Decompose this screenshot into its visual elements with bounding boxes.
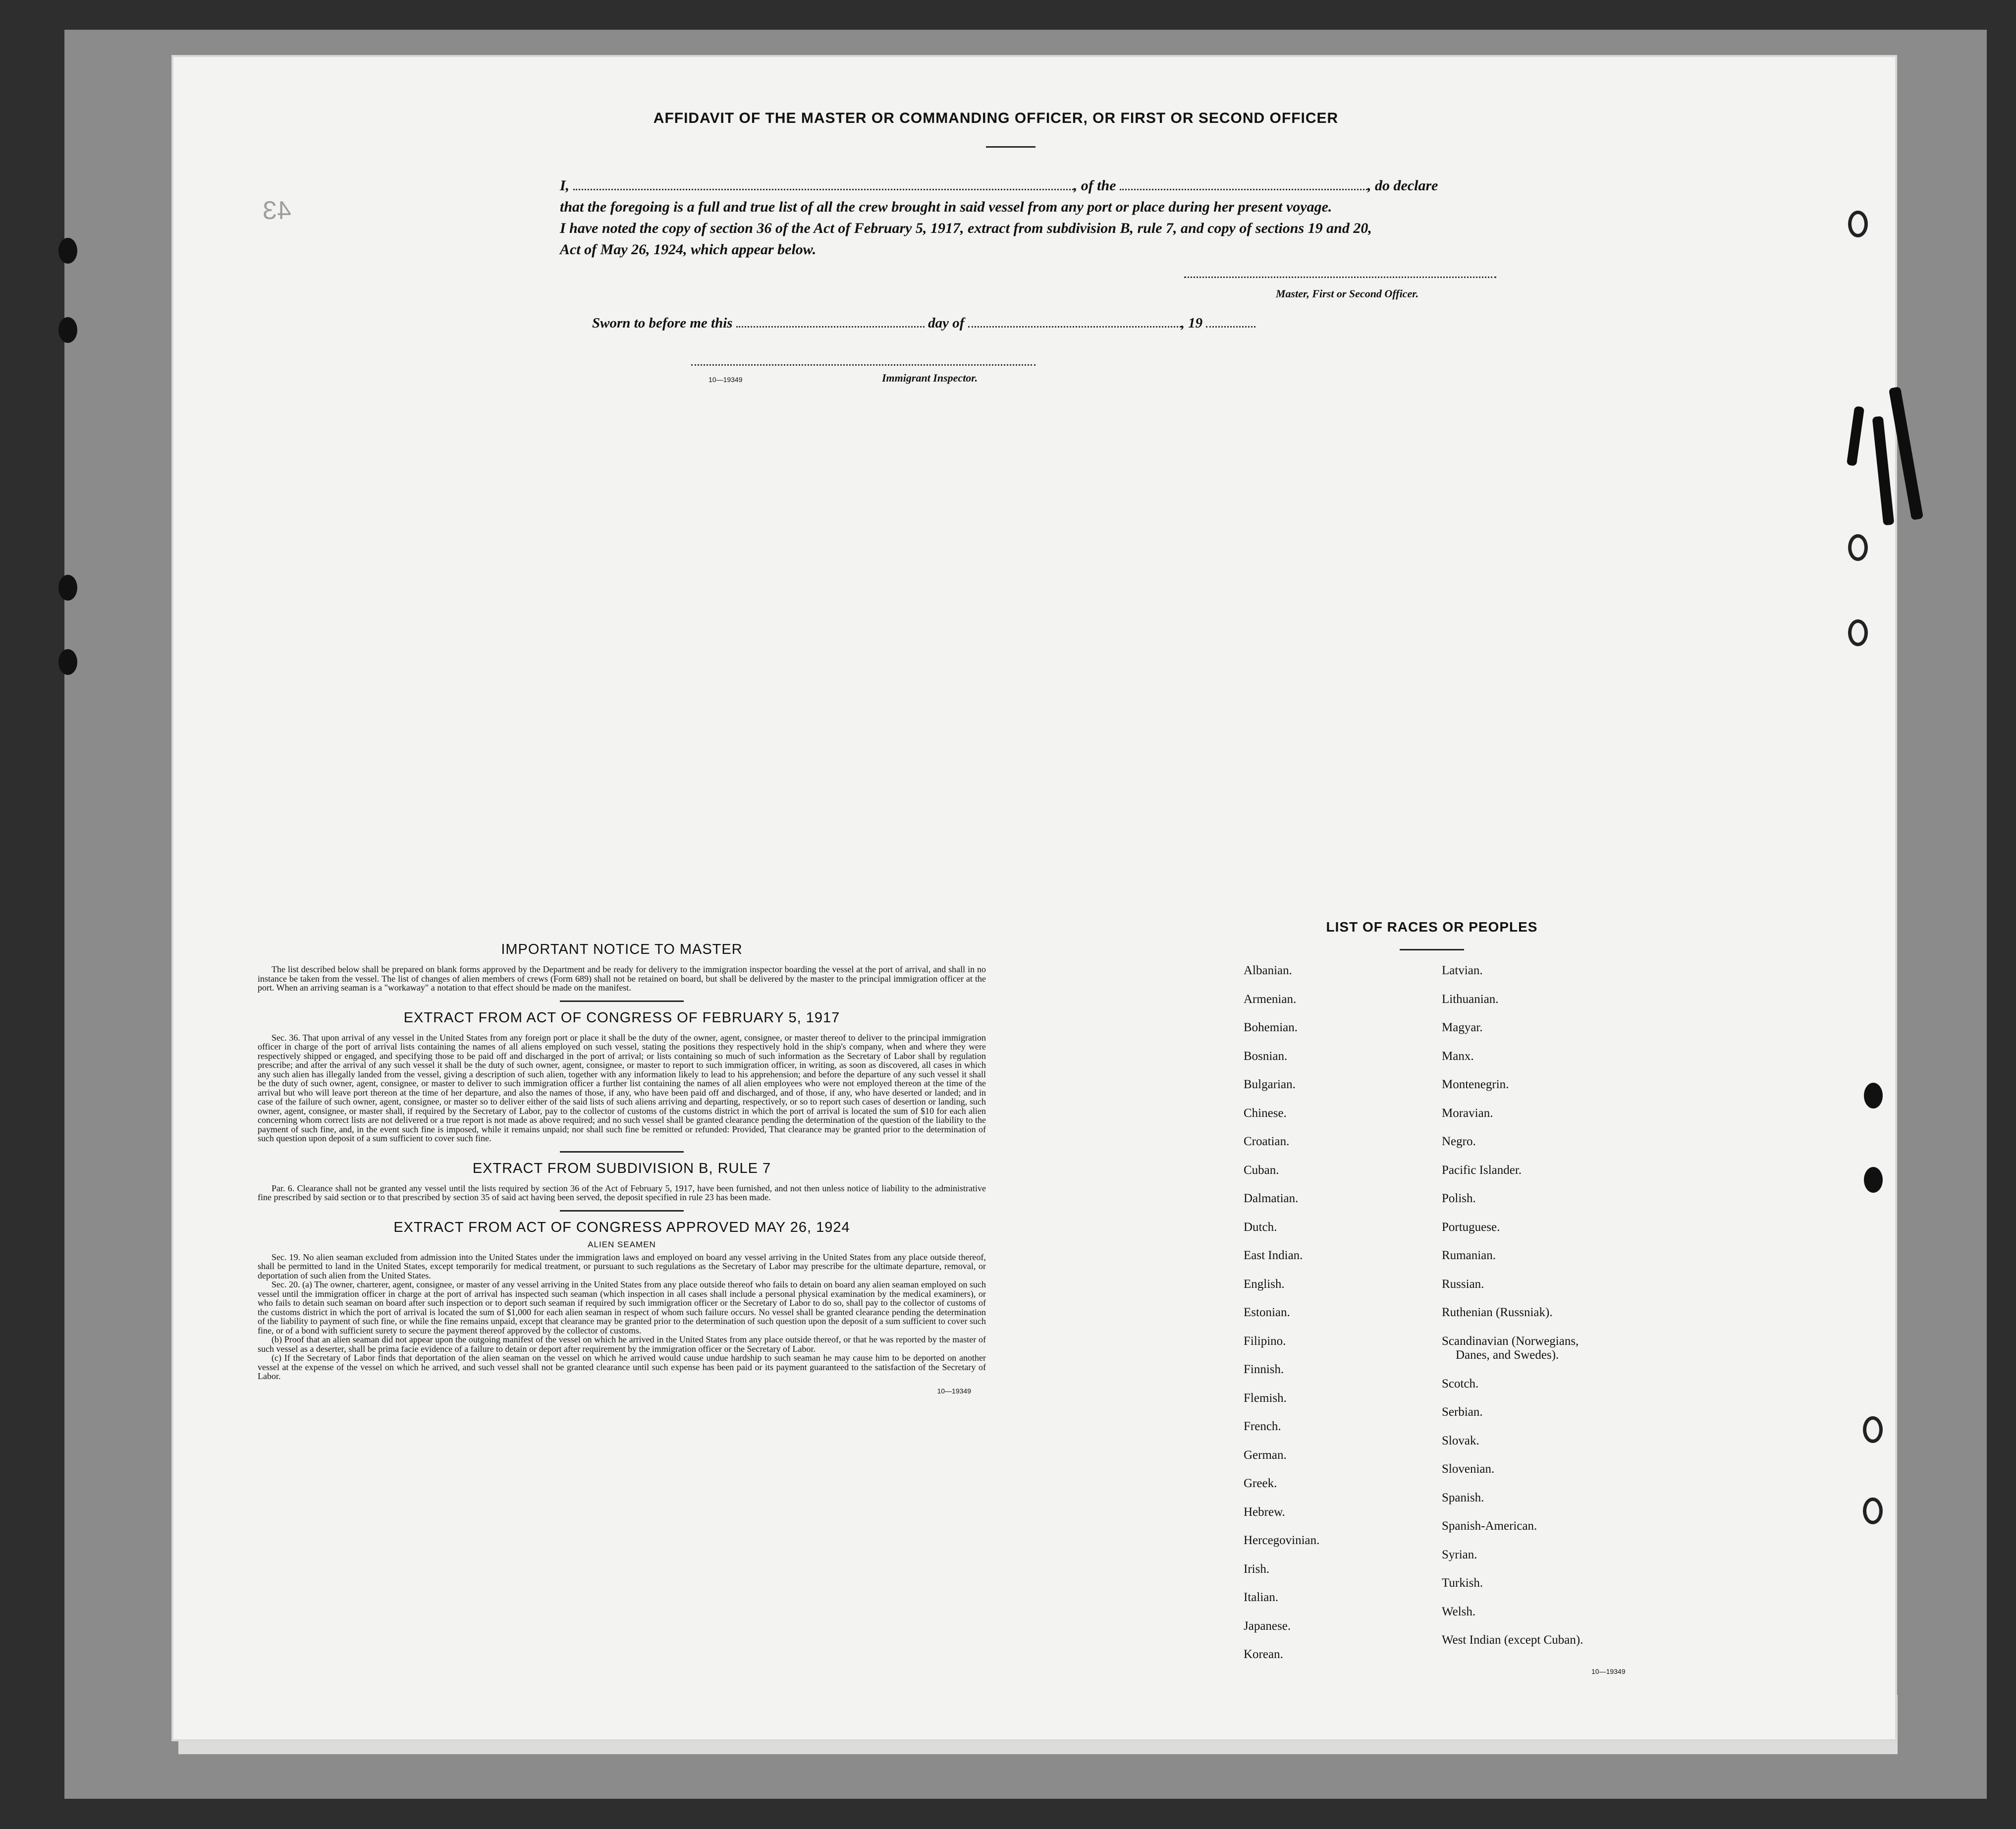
race-item: Rumanian. xyxy=(1442,1249,1496,1262)
race-item: Hebrew. xyxy=(1244,1505,1285,1519)
extract-1924-sec20b: (b) Proof that an alien seaman did not appear upon the outgoing manifest of the vessel on which he arrived in the United States from any place outside thereof, or that he was reported by the master of such vessel as a deserter, shall be prima facie evidence of a failure to detain or deport after requirement by the immigration officer or the Secretary of Labor. xyxy=(258,1334,986,1354)
race-item: Dalmatian. xyxy=(1244,1192,1299,1205)
binder-hole-icon xyxy=(1864,1167,1883,1193)
form-number: 10—19349 xyxy=(708,376,743,384)
page-number: 43 xyxy=(263,196,291,225)
race-item: Magyar. xyxy=(1442,1021,1483,1034)
race-item: Moravian. xyxy=(1442,1106,1493,1120)
race-item: Slovenian. xyxy=(1442,1462,1495,1476)
affidavit-of-the: , of the xyxy=(1073,177,1116,194)
affidavit-do-declare: , do declare xyxy=(1367,177,1438,194)
races-title-underline xyxy=(1400,949,1464,950)
sworn-year-field[interactable] xyxy=(1206,315,1255,328)
punch-hole-icon xyxy=(1848,619,1868,646)
vessel-blank-field[interactable] xyxy=(1120,178,1367,190)
race-item: Montenegrin. xyxy=(1442,1078,1509,1091)
extract-1924-sec20c: (c) If the Secretary of Labor finds that deportation of the alien seaman on the vessel on which he arrived would cause undue hardship to such seaman he may cause him to be deported on another vessel at the expense of the vessel on which he arrived, and such vessel shall not be granted clearance until such expense has been paid or its payment guaranteed to the satisfaction of the Secretary of Labor. xyxy=(258,1353,986,1381)
race-item: Syrian. xyxy=(1442,1548,1477,1561)
extract-1924-title: EXTRACT FROM ACT OF CONGRESS APPROVED MAY 26, 1924 xyxy=(393,1219,850,1235)
race-item: Scotch. xyxy=(1442,1377,1479,1390)
sworn-line xyxy=(592,313,1255,333)
race-item: French. xyxy=(1244,1420,1281,1433)
binder-hole-icon xyxy=(58,238,77,264)
race-item: Japanese. xyxy=(1244,1619,1291,1633)
race-item: Flemish. xyxy=(1244,1391,1287,1405)
divider xyxy=(560,1000,684,1002)
sworn-label: Sworn to before me this xyxy=(592,315,733,331)
divider xyxy=(560,1210,684,1212)
binder-hole-icon xyxy=(58,575,77,601)
race-item: Bohemian. xyxy=(1244,1021,1298,1034)
binder-hole-icon xyxy=(1864,1083,1883,1108)
master-signature-field[interactable] xyxy=(1184,277,1496,278)
race-item: Dutch. xyxy=(1244,1220,1277,1234)
notice-body: The list described below shall be prepared on blank forms approved by the Department and be ready for delivery to the immigration inspector boarding the vessel at the port of arrival, and shall in no instance be taken from the vessel. The list of changes of alien members of crews (Form 689) shall not be retained on board, but shall be delivered by the master to the principal immigration officer at the port. When an arriving seaman is a "workaway" a notation to that effect should be made on the manifest. xyxy=(258,964,986,993)
divider xyxy=(560,1151,684,1153)
race-item: Albanian. xyxy=(1244,964,1292,977)
race-item: Croatian. xyxy=(1244,1135,1290,1148)
race-item: Serbian. xyxy=(1442,1405,1483,1419)
form-number: 10—19349 xyxy=(1591,1667,1626,1675)
race-item: Portuguese. xyxy=(1442,1220,1500,1234)
race-item: Irish. xyxy=(1244,1562,1270,1576)
affidavit-section xyxy=(545,110,1447,127)
affidavit-line-2: that the foregoing is a full and true list of all the crew brought in said vessel from any port or place during her present voyage. xyxy=(560,199,1332,215)
extract-1924-sec19: Sec. 19. No alien seaman excluded from admission into the United States under the immigration laws and employed on board any vessel arriving in the United States from any place outside thereof, shall be permitted to land in the United States, except temporarily for medical treatment, or pursuant to such regulations as the Secretary of Labor may prescribe for the ultimate departure, removal, or deportation of such alien from the United States. xyxy=(258,1252,986,1280)
race-item: Danes, and Swedes). xyxy=(1456,1348,1559,1362)
title-underline xyxy=(986,146,1035,148)
race-item: Manx. xyxy=(1442,1049,1474,1063)
race-item: Scandinavian (Norwegians, xyxy=(1442,1334,1579,1348)
name-blank-field[interactable] xyxy=(573,178,1074,190)
extract-1917-body: Sec. 36. That upon arrival of any vessel in the United States from any foreign port or place it shall be the duty of the owner, agent, consignee, or master thereof to deliver to the principal immigration officer in charge of the port of arrival lists containing the names of all aliens employed on such vessel, stating the positions they respectively hold in the ship's company, when and where they were respectively shipped or engaged, and specifying those to be paid off and discharged in the port of arrival; or lists containing so much of such information as the Secretary of Labor shall by regulation prescribe; and after the arrival of any such vessel it shall be the duty of such owner, agent, consignee, or master to report to such immigration officer, in writing, as soon as discovered, all cases in which any such alien has illegally landed from the vessel, giving a description of such alien, together with any information likely to lead to his apprehension; and before the departure of any such vessel it shall be the duty of such owner, agent, consignee, or master to deliver to such immigration officer a further list containing the names of all alien employees who were not employed thereon at the time of the arrival but who will leave port thereon at the time of her departure, and also the names of those, if any, who have been paid off and discharged, and of those, if any, who have deserted or landed; and in case of the failure of such owner, agent, consignee, or master so to deliver either of the said lists of such aliens arriving and departing, respectively, or so to report such cases of desertion or landing, such owner, agent, consignee, or master shall, if required by the Secretary of Labor, pay to the collector of customs of the customs district in which the port of arrival is located the sum of $10 for each alien concerning whom correct lists are not delivered or a true report is not made as above required; and no such vessel shall be granted clearance pending the determination of the question of the liability to the payment of such fine, and, in the event such fine is imposed, while it remains unpaid; nor shall such fine be remitted or refunded: Provided, That clearance may be granted prior to the determination of such question upon deposit of a sum sufficient to cover such fine. xyxy=(258,1032,986,1143)
race-item: Filipino. xyxy=(1244,1334,1286,1348)
race-item: Spanish. xyxy=(1442,1491,1484,1504)
race-item: Estonian. xyxy=(1244,1306,1290,1319)
race-item: English. xyxy=(1244,1277,1285,1291)
binder-hole-icon xyxy=(58,649,77,675)
punch-hole-icon xyxy=(1848,534,1868,561)
race-item: Ruthenian (Russniak). xyxy=(1442,1306,1553,1319)
race-item: Hercegovinian. xyxy=(1244,1534,1320,1547)
race-item: Pacific Islander. xyxy=(1442,1163,1522,1177)
race-item: Bosnian. xyxy=(1244,1049,1288,1063)
sworn-month-field[interactable] xyxy=(968,315,1181,328)
race-item: Polish. xyxy=(1442,1192,1476,1205)
affidavit-title: AFFIDAVIT OF THE MASTER OR COMMANDING OFFICER, OR FIRST OR SECOND OFFICER xyxy=(653,110,1339,126)
races-left-column xyxy=(1244,964,1432,1672)
sworn-day-field[interactable] xyxy=(736,315,925,328)
race-item: Korean. xyxy=(1244,1648,1283,1661)
race-item: East Indian. xyxy=(1244,1249,1303,1262)
notice-title: IMPORTANT NOTICE TO MASTER xyxy=(501,942,743,957)
punch-hole-icon xyxy=(1848,211,1868,237)
races-right-column xyxy=(1442,964,1680,1672)
race-item: West Indian (except Cuban). xyxy=(1442,1633,1583,1647)
affidavit-declaration-line xyxy=(560,176,1531,196)
master-signature-label: Master, First or Second Officer. xyxy=(1276,287,1419,300)
race-item: German. xyxy=(1244,1448,1287,1462)
punch-hole-icon xyxy=(1863,1497,1883,1524)
race-item: Finnish. xyxy=(1244,1363,1284,1376)
race-item: Slovak. xyxy=(1442,1434,1479,1447)
extract-rule7-body: Par. 6. Clearance shall not be granted any vessel until the lists required by section 36 of the Act of February 5, 1917, have been furnished, and not then unless notice of liability to the administrative fine prescribed by said section or to that prescribed by section 35 of said act having been served, the deposit specified in rule 23 has been made. xyxy=(258,1183,986,1202)
race-item: Spanish-American. xyxy=(1442,1519,1537,1533)
extract-1917-title: EXTRACT FROM ACT OF CONGRESS OF FEBRUARY 5, 1917 xyxy=(403,1009,840,1026)
extract-1924-sec20a: Sec. 20. (a) The owner, charterer, agent, consignee, or master of any vessel arriving in the United States from any place outside thereof who fails to detain on board any alien seaman employed on such vessel until the immigration officer in charge at the port of arrival has inspected such seaman (which inspection in all cases shall include a personal physical examination by the medical examiners), or who fails to detain such seaman on board after such inspection or to deport such seaman if required by such immigration officer or the Secretary of Labor to do so, shall pay to the collector of customs of the customs district in which the port of arrival is located the sum of $1,000 for each alien seaman in respect of whom such failure occurs. No vessel shall be granted clearance pending the determination of the liability to payment of such fine, or while the fine remains unpaid, except that clearance may be granted prior to the determination of such question upon the deposit of a sum sufficient to cover such fine, or of a bond with sufficient surety to secure the payment thereof approved by the collector of customs. xyxy=(258,1279,986,1335)
race-item: Welsh. xyxy=(1442,1605,1476,1618)
races-title: LIST OF RACES OR PEOPLES xyxy=(1326,919,1538,935)
affidavit-line-4: Act of May 26, 1924, which appear below. xyxy=(560,241,817,258)
race-item: Greek. xyxy=(1244,1477,1277,1490)
race-item: Lithuanian. xyxy=(1442,992,1499,1006)
affidavit-line-3: I have noted the copy of section 36 of the Act of February 5, 1917, extract from subdivision B, rule 7, and copy of sections 19 and 20, xyxy=(560,220,1372,236)
race-item: Italian. xyxy=(1244,1591,1279,1604)
binder-hole-icon xyxy=(58,317,77,343)
sworn-year-prefix: , 19 xyxy=(1181,315,1203,331)
race-item: Turkish. xyxy=(1442,1576,1483,1590)
race-item: Bulgarian. xyxy=(1244,1078,1296,1091)
extract-1924-subtitle: ALIEN SEAMEN xyxy=(588,1239,656,1249)
legal-column xyxy=(258,942,986,1395)
race-item: Armenian. xyxy=(1244,992,1297,1006)
inspector-signature-field[interactable] xyxy=(691,364,1035,366)
form-number: 10—19349 xyxy=(937,1386,971,1395)
extract-rule7-title: EXTRACT FROM SUBDIVISION B, RULE 7 xyxy=(472,1160,771,1176)
race-item: Latvian. xyxy=(1442,964,1483,977)
race-item: Cuban. xyxy=(1244,1163,1279,1177)
sworn-day-of: day of xyxy=(928,315,965,331)
race-item: Chinese. xyxy=(1244,1106,1287,1120)
affidavit-i: I, xyxy=(560,177,570,194)
race-item: Negro. xyxy=(1442,1135,1476,1148)
race-item: Russian. xyxy=(1442,1277,1484,1291)
inspector-label: Immigrant Inspector. xyxy=(882,372,978,384)
punch-hole-icon xyxy=(1863,1416,1883,1443)
